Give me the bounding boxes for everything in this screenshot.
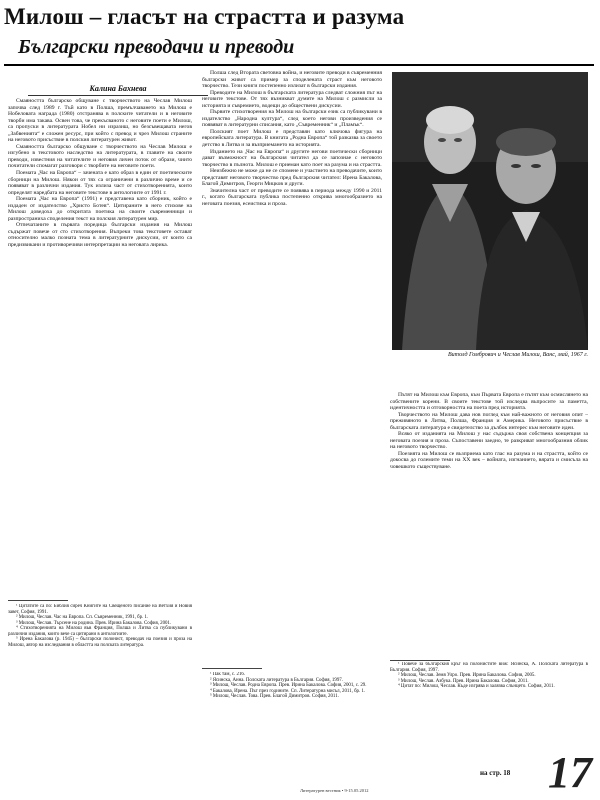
paragraph: Полша след Втората световна война, и неговите преводи в съвременния български живот са пример за споделената страст към неговото творчество. Тези книги постепенно излизат в български издания. [202, 70, 382, 90]
paragraph: Смаяността българско общуване с творчеството на Чеслав Милош започва след 1989 г. Тъй като в Полша, премълчаването на Милош е Нобеловата награда (1980) отстранява в полските читатели и в неговите творби има такава. Освен това, че прекъсваното с неговите поети е Милош, са пропуски в литературата Нобел ни изразиш, но безсъвещавата негов „Забвенията“ е сложен ресурс, при който с превод и чрез Милош страните на неговото присъствие в полския литературен живот. [8, 98, 192, 144]
paragraph: Творчеството на Милош дава нов поглед към най-важното от неговия опит – преживяното в Литва, Полша, Франция и Америка. Неговото присъствие в българската литература е свидетелство за дълбок интерес към неговите идеи. [390, 411, 588, 431]
paragraph: Полският поет Милош е представян като ключова фигура на европейската литература. В книгата „Родна Европа“ той разказва за своето детство в Литва и за възприемането на историята. [202, 128, 382, 149]
paragraph: Неизбежно не може да не се спомене и участието на преводачите, които представят неговото творчество пред българския читател: Ирена Бакалова, Благой Димитров, Георги Мицков и други. [202, 168, 382, 188]
paragraph: Пътят на Милош към Европа, към Първата Европа е пътят към осмислянето на собствените корени. В своите текстове той изследва въпросите за паметта, идентичността и отговорността на поета пред историята. [390, 392, 588, 412]
footnote: ³ Милош, Чеслав. Азбука. Прев. Ирина Бакалова. София, 2011. [398, 678, 529, 684]
footnote: ³ Милош, Чеслав. Търсене на родина. Прев. Ирина Бакалова. София, 2001. [16, 620, 172, 626]
paragraph: Преводите на Милош в българската литература следват сложния път на неговите текстове. От тях възникват думите на Милош с размисли за историята и съвремието, водещи до обществени дискусии. [202, 89, 382, 109]
article-subtitle: Български преводачи и преводи [18, 36, 295, 58]
footnote-divider [202, 668, 262, 669]
paragraph: Първите стихотворения на Милош на български език са публикувани в издателство „Народна култура“, след което негови произведения се появяват в литературни списания, като „Съвременник“ и „Пламък“. [202, 109, 382, 129]
footnote: ¹ Пак там, с. 216. [210, 672, 246, 677]
title-rule [4, 64, 594, 66]
footnote: ⁵ Ирена Бакалова (р. 1945) – български полонист, преводач на поезия и проза на Милош, автор на изследвания в областта на полската литература. [8, 637, 192, 648]
photo-illustration [392, 72, 588, 350]
paragraph: Отпечатаните в първата поредица български издания на Милош съдържат повече от сто стихотворения. Въпреки това текстовете остават относително малко позната тема в литературните дискусии, от които са предизвикани и противоречиви интерпретации на неговата лирика. [8, 222, 192, 249]
photo-caption: Витолд Гомбрович и Чеслав Милош, Ванс, май, 1967 г. [448, 352, 588, 358]
footnote: ⁵ Милош, Чеслав. Това. Прев. Благой Димитров. София, 2011. [210, 694, 339, 700]
paragraph: Значителна част от преводите се появява в периода между 1990 и 2011 г., когато българската публика постепенно открива многообразието на неговата поезия, есеистика и проза. [202, 187, 382, 207]
author-byline: Калина Бахнева [28, 84, 208, 96]
article-column-2 [202, 70, 382, 666]
footnote: ⁴ Стихотворенията на Милош във Франция, Полша и Литва са публикувани в различни издания, които вече са цитирани в антологиите. [8, 626, 192, 637]
footnote: ² Милош, Чеслав. Земя Улро. Прев. Ирина Бакалова. София, 2005. [398, 673, 536, 679]
continued-on-page: на стр. 18 [480, 769, 511, 777]
footnote-divider [8, 600, 68, 601]
paragraph: Поемата „Час на Европа“ (1991) е представена като сборник, който е издаден от издателство „Христо Ботев“. Цитираните в него стихове на Милош доведоха до откритата поетика на своите съвременници и разпространиха споделения текст на полския литературен мир. [8, 196, 192, 222]
article-column-1 [8, 98, 192, 598]
paragraph: Поемата „Час на Европа“ – зачената е като образ в един от поетическите сборници на Милош. Някои от тях са ограничени в различно време и се появяват в различни издания. Тук излиза част от стихотворенията, които определят наредбата на неговите текстове в антологиите от 1991 г. [8, 170, 192, 196]
footnotes-column-1 [8, 604, 192, 796]
paragraph: Смаяността българско общуване с творчеството на Чеслав Милош е изгубено в текстовото наследство на литературата, в главите на своите преводи, известния на читателите и неговия личен поток от образи, чиито почитатели спомагат разговори с творбите на неговите поети. [8, 143, 192, 170]
footnote: ¹ Повече за българския кръг на полонистите виж: Ясинска, А. Полската литература в България. София, 1997. [390, 662, 588, 673]
publication-footer: Литературен вестник • 9-15.05.2012 [300, 788, 369, 793]
footnotes-column-2 [202, 672, 382, 780]
paragraph: Всяко от изданията на Милош у нас съдържа своя собствена концепция за неговата поезия и проза. Съпоставени заедно, те разкриват многообразния облик на неговото творчество. [390, 431, 588, 451]
article-column-3 [390, 392, 588, 660]
footnote: ⁴ Бакалова, Ирена. Път през годините. Сп. Литературна мисъл, 2011, бр. 1. [210, 688, 366, 694]
footnote-divider [390, 660, 450, 661]
footnote: ¹ Цитатите са по: Библия сиреч Книгите на Свещеното писание на Ветхия и Новия завет, София, 1991. [8, 604, 192, 615]
paragraph: Изданието на „Час на Европа“ и другите негови поетически сборници дават възможност на българския читател да се запознае с неговото творчество в пълнота. Милош е приеман като поет на разума и на страстта. [202, 148, 382, 168]
paragraph: Поезията на Милош се възприема като глас на разума и на страстта, който се докосва до големите теми на XX век – войната, изгнанието, вярата и смисъла на човешкото съществуване. [390, 450, 588, 471]
author-photo [392, 72, 588, 350]
page-number: 17 [548, 748, 592, 797]
article-title: Милош – гласът на страстта и разума [4, 4, 405, 29]
footnote: ² Милош, Чеслав. Час на Европа. Сп. Съвременник, 1991, бр. 1. [16, 615, 149, 621]
footnote: ³ Милош, Чеслав. Родна Европа. Прев. Ирина Бакалова. София, 2001, с. 29. [210, 683, 367, 689]
footnote: ⁴ Цитат по: Милош, Чеслав. Къде изгрява и залязва слънцето. София, 2011. [398, 684, 555, 690]
footnote: ² Ясинска, Анна. Полската литература в България. София, 1997. [210, 677, 343, 683]
